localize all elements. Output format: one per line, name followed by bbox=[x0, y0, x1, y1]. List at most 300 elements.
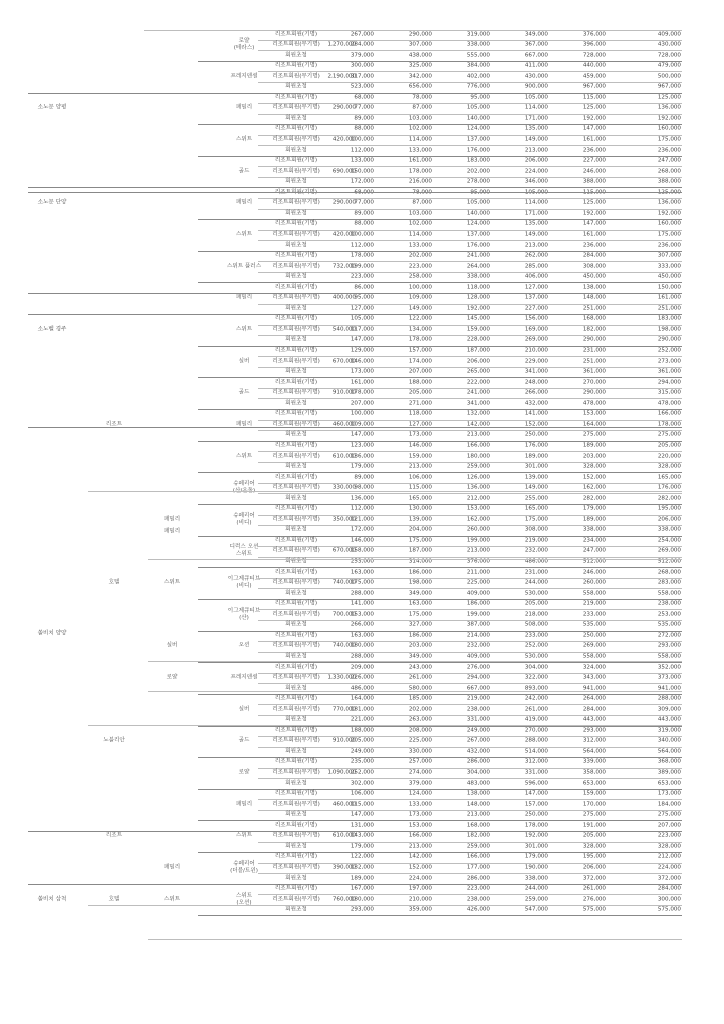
price-cell: 247,000 bbox=[657, 157, 681, 164]
price-cell: 166,000 bbox=[657, 410, 681, 417]
price-cell: 290,000 bbox=[657, 336, 681, 343]
price-cell: 112,000 bbox=[350, 505, 374, 512]
price-cell: 596,000 bbox=[524, 780, 548, 787]
price-cell: 158,000 bbox=[350, 547, 374, 554]
member-type: 회원초청 bbox=[285, 526, 307, 533]
member-type: 리조트회원(기명) bbox=[274, 220, 318, 227]
member-type: 리조트회원(무기명) bbox=[272, 421, 320, 428]
price-cell: 312,000 bbox=[524, 758, 548, 765]
price-cell: 132,000 bbox=[466, 410, 490, 417]
price-cell: 180,000 bbox=[350, 896, 374, 903]
base-price: 400,000 bbox=[332, 294, 356, 301]
price-cell: 234,000 bbox=[582, 537, 606, 544]
price-cell: 249,000 bbox=[466, 727, 490, 734]
member-type: 리조트회원(기명) bbox=[274, 695, 318, 702]
price-cell: 251,000 bbox=[657, 305, 681, 312]
price-cell: 223,000 bbox=[466, 885, 490, 892]
price-cell: 147,000 bbox=[350, 811, 374, 818]
price-cell: 941,000 bbox=[657, 685, 681, 692]
price-cell: 409,000 bbox=[466, 653, 490, 660]
member-type: 리조트회원(기명) bbox=[274, 853, 318, 860]
member-type: 회원초청 bbox=[285, 685, 307, 692]
price-cell: 199,000 bbox=[466, 611, 490, 618]
price-cell: 216,000 bbox=[408, 178, 432, 185]
price-cell: 175,000 bbox=[657, 231, 681, 238]
member-type: 리조트회원(기명) bbox=[274, 790, 318, 797]
price-cell: 246,000 bbox=[582, 168, 606, 175]
price-cell: 243,000 bbox=[408, 664, 432, 670]
member-type: 리조트회원(무기명) bbox=[272, 231, 320, 238]
price-cell: 967,000 bbox=[657, 83, 681, 90]
price-cell: 169,000 bbox=[524, 326, 548, 333]
price-cell: 139,000 bbox=[524, 474, 548, 481]
price-cell: 185,000 bbox=[408, 695, 432, 702]
price-cell: 653,000 bbox=[657, 780, 681, 787]
price-cell: 152,000 bbox=[524, 421, 548, 428]
price-cell: 302,000 bbox=[350, 780, 374, 787]
price-cell: 78,000 bbox=[412, 94, 432, 101]
price-cell: 555,000 bbox=[466, 52, 490, 59]
price-cell: 178,000 bbox=[350, 252, 374, 259]
price-cell: 68,000 bbox=[354, 189, 374, 196]
member-type: 회원초청 bbox=[285, 653, 307, 660]
price-cell: 406,000 bbox=[524, 273, 548, 280]
group-rule bbox=[198, 662, 682, 663]
member-type: 리조트회원(무기명) bbox=[272, 389, 320, 396]
price-cell: 114,000 bbox=[524, 104, 548, 111]
member-type: 회원초청 bbox=[285, 558, 307, 565]
price-cell: 148,000 bbox=[582, 294, 606, 301]
price-cell: 77,000 bbox=[354, 104, 374, 111]
price-cell: 450,000 bbox=[657, 273, 681, 280]
price-cell: 308,000 bbox=[582, 263, 606, 270]
group-rule bbox=[198, 852, 682, 853]
price-cell: 222,000 bbox=[466, 379, 490, 386]
price-cell: 213,000 bbox=[466, 431, 490, 438]
price-cell: 176,000 bbox=[466, 147, 490, 154]
price-cell: 315,000 bbox=[657, 389, 681, 396]
price-cell: 564,000 bbox=[582, 748, 606, 755]
price-cell: 259,000 bbox=[524, 896, 548, 903]
price-cell: 183,000 bbox=[657, 315, 681, 322]
price-cell: 223,000 bbox=[350, 273, 374, 280]
price-cell: 138,000 bbox=[582, 284, 606, 291]
group-rule bbox=[198, 472, 682, 473]
price-cell: 112,000 bbox=[350, 242, 374, 248]
base-price: 330,000 bbox=[332, 484, 356, 491]
member-type: 회원초청 bbox=[285, 273, 307, 280]
room-class-name: 스위트 bbox=[163, 579, 181, 586]
price-cell: 259,000 bbox=[466, 463, 490, 470]
price-cell: 227,000 bbox=[524, 305, 548, 312]
price-cell: 251,000 bbox=[582, 358, 606, 365]
price-cell: 328,000 bbox=[657, 843, 681, 850]
price-cell: 558,000 bbox=[657, 590, 681, 597]
price-cell: 205,000 bbox=[408, 389, 432, 396]
price-cell: 206,000 bbox=[582, 864, 606, 871]
price-cell: 156,000 bbox=[524, 315, 548, 322]
price-cell: 179,000 bbox=[582, 505, 606, 512]
price-cell: 341,000 bbox=[524, 368, 548, 375]
group-rule bbox=[198, 377, 682, 378]
price-cell: 547,000 bbox=[524, 906, 548, 913]
price-cell: 219,000 bbox=[466, 695, 490, 702]
base-price: 1,270,000 bbox=[327, 41, 356, 48]
price-cell: 339,000 bbox=[582, 758, 606, 765]
price-cell: 358,000 bbox=[582, 769, 606, 776]
price-cell: 106,000 bbox=[350, 790, 374, 797]
price-cell: 213,000 bbox=[408, 463, 432, 470]
price-cell: 293,000 bbox=[582, 727, 606, 734]
price-cell: 558,000 bbox=[582, 590, 606, 597]
price-cell: 328,000 bbox=[582, 463, 606, 470]
member-type: 회원초청 bbox=[285, 748, 307, 755]
base-price: 910,000 bbox=[332, 737, 356, 744]
room-type-name: 슈페리어 (비디) bbox=[233, 512, 255, 526]
price-cell: 361,000 bbox=[657, 368, 681, 375]
price-cell: 114,000 bbox=[524, 199, 548, 206]
price-cell: 667,000 bbox=[524, 52, 548, 59]
price-cell: 147,000 bbox=[582, 125, 606, 132]
member-type: 리조트회원(기명) bbox=[274, 347, 318, 354]
price-cell: 105,000 bbox=[350, 315, 374, 322]
price-cell: 264,000 bbox=[466, 263, 490, 270]
base-price: 770,000 bbox=[332, 706, 356, 713]
price-cell: 252,000 bbox=[350, 769, 374, 776]
price-cell: 426,000 bbox=[466, 906, 490, 913]
price-cell: 135,000 bbox=[524, 220, 548, 227]
price-cell: 307,000 bbox=[657, 252, 681, 259]
price-cell: 202,000 bbox=[408, 706, 432, 713]
price-cell: 189,000 bbox=[524, 453, 548, 459]
member-type: 리조트회원(기명) bbox=[274, 94, 318, 101]
member-type: 회원초청 bbox=[285, 906, 307, 913]
base-price: 690,000 bbox=[332, 168, 356, 175]
price-cell: 284,000 bbox=[582, 252, 606, 259]
price-cell: 508,000 bbox=[524, 621, 548, 628]
price-cell: 138,000 bbox=[466, 790, 490, 797]
price-cell: 176,000 bbox=[466, 242, 490, 248]
price-cell: 137,000 bbox=[466, 231, 490, 238]
base-price: 610,000 bbox=[332, 832, 356, 839]
room-class-name: 로얄 bbox=[166, 674, 178, 681]
price-cell: 115,000 bbox=[582, 94, 606, 101]
member-type: 회원초청 bbox=[285, 83, 307, 90]
price-cell: 304,000 bbox=[524, 664, 548, 670]
member-type: 리조트회원(무기명) bbox=[272, 832, 320, 839]
price-cell: 195,000 bbox=[657, 505, 681, 512]
price-cell: 122,000 bbox=[408, 315, 432, 322]
room-class-name: 패밀리 bbox=[163, 864, 181, 871]
price-cell: 166,000 bbox=[466, 442, 490, 449]
price-cell: 251,000 bbox=[582, 305, 606, 312]
price-cell: 575,000 bbox=[582, 906, 606, 913]
price-cell: 207,000 bbox=[408, 368, 432, 375]
price-cell: 179,000 bbox=[350, 843, 374, 850]
price-cell: 359,000 bbox=[408, 906, 432, 913]
building-rule bbox=[88, 905, 682, 906]
price-cell: 181,000 bbox=[350, 706, 374, 713]
member-type: 리조트회원(기명) bbox=[274, 727, 318, 734]
price-cell: 145,000 bbox=[466, 315, 490, 322]
price-cell: 89,000 bbox=[354, 474, 374, 481]
room-type-name: 실버 bbox=[238, 358, 250, 365]
price-cell: 167,000 bbox=[350, 885, 374, 892]
price-cell: 432,000 bbox=[466, 748, 490, 755]
price-cell: 346,000 bbox=[524, 178, 548, 185]
room-type-name: 로얄 bbox=[238, 769, 250, 776]
price-cell: 159,000 bbox=[466, 326, 490, 333]
price-cell: 139,000 bbox=[408, 516, 432, 523]
price-cell: 140,000 bbox=[466, 210, 490, 217]
price-cell: 124,000 bbox=[408, 790, 432, 797]
price-cell: 165,000 bbox=[408, 495, 432, 502]
group-rule bbox=[198, 346, 682, 347]
price-cell: 253,000 bbox=[657, 611, 681, 618]
member-type: 리조트회원(기명) bbox=[274, 758, 318, 765]
price-cell: 129,000 bbox=[350, 347, 374, 354]
price-cell: 478,000 bbox=[657, 400, 681, 407]
price-cell: 241,000 bbox=[466, 389, 490, 396]
price-cell: 264,000 bbox=[582, 695, 606, 702]
price-cell: 290,000 bbox=[582, 336, 606, 343]
room-type-name: 패밀리 bbox=[235, 104, 253, 111]
price-cell: 178,000 bbox=[524, 822, 548, 829]
price-cell: 143,000 bbox=[350, 832, 374, 839]
price-cell: 168,000 bbox=[466, 822, 490, 829]
price-cell: 900,000 bbox=[524, 83, 548, 90]
price-cell: 109,000 bbox=[408, 294, 432, 301]
price-cell: 192,000 bbox=[657, 115, 681, 122]
price-cell: 109,000 bbox=[350, 421, 374, 428]
price-cell: 967,000 bbox=[582, 83, 606, 90]
room-type-name: 패밀리 bbox=[235, 199, 253, 206]
price-cell: 266,000 bbox=[524, 389, 548, 396]
price-cell: 343,000 bbox=[582, 674, 606, 681]
price-cell: 202,000 bbox=[466, 168, 490, 175]
price-cell: 284,000 bbox=[350, 41, 374, 48]
price-cell: 140,000 bbox=[466, 115, 490, 122]
price-cell: 190,000 bbox=[524, 864, 548, 871]
price-cell: 443,000 bbox=[582, 716, 606, 723]
price-cell: 147,000 bbox=[582, 220, 606, 227]
price-cell: 267,000 bbox=[350, 31, 374, 37]
price-cell: 163,000 bbox=[350, 569, 374, 576]
member-type: 리조트회원(기명) bbox=[274, 315, 318, 322]
member-type: 회원초청 bbox=[285, 115, 307, 122]
price-cell: 288,000 bbox=[524, 737, 548, 744]
room-type-name: 프레지덴셜 bbox=[230, 674, 258, 681]
price-cell: 122,000 bbox=[350, 853, 374, 860]
price-cell: 368,000 bbox=[657, 758, 681, 765]
price-cell: 128,000 bbox=[466, 294, 490, 301]
price-cell: 115,000 bbox=[350, 801, 374, 808]
price-cell: 166,000 bbox=[408, 832, 432, 839]
price-cell: 150,000 bbox=[350, 168, 374, 175]
member-type: 리조트회원(무기명) bbox=[272, 263, 320, 270]
price-cell: 205,000 bbox=[350, 737, 374, 744]
price-cell: 95,000 bbox=[470, 189, 490, 196]
price-cell: 95,000 bbox=[470, 94, 490, 101]
price-cell: 384,000 bbox=[466, 62, 490, 69]
member-type: 리조트회원(무기명) bbox=[272, 516, 320, 523]
price-cell: 170,000 bbox=[582, 801, 606, 808]
price-cell: 189,000 bbox=[350, 875, 374, 881]
price-cell: 290,000 bbox=[408, 31, 432, 37]
base-price: 350,000 bbox=[332, 516, 356, 523]
price-cell: 208,000 bbox=[408, 727, 432, 734]
room-type-name: 이그제큐티브 (산) bbox=[227, 607, 261, 621]
price-cell: 198,000 bbox=[657, 326, 681, 333]
price-cell: 349,000 bbox=[408, 590, 432, 597]
price-cell: 530,000 bbox=[524, 653, 548, 660]
price-cell: 188,000 bbox=[350, 727, 374, 734]
room-type-name: 프레지덴셜 bbox=[230, 73, 258, 80]
price-cell: 225,000 bbox=[408, 737, 432, 744]
section-rule bbox=[28, 831, 682, 832]
price-cell: 330,000 bbox=[408, 748, 432, 755]
price-cell: 132,000 bbox=[350, 864, 374, 871]
price-cell: 206,000 bbox=[466, 358, 490, 365]
price-cell: 314,000 bbox=[408, 558, 432, 565]
price-cell: 198,000 bbox=[408, 579, 432, 586]
price-cell: 233,000 bbox=[524, 632, 548, 639]
price-cell: 112,000 bbox=[350, 147, 374, 154]
price-cell: 328,000 bbox=[657, 463, 681, 470]
price-cell: 250,000 bbox=[524, 811, 548, 818]
price-cell: 284,000 bbox=[657, 885, 681, 892]
base-price: 2,190,000 bbox=[327, 73, 356, 80]
price-cell: 275,000 bbox=[657, 811, 681, 818]
price-cell: 121,000 bbox=[350, 516, 374, 523]
price-cell: 118,000 bbox=[408, 410, 432, 417]
price-cell: 103,000 bbox=[408, 115, 432, 122]
member-type: 리조트회원(무기명) bbox=[272, 611, 320, 618]
building-name: 리조트 bbox=[105, 832, 123, 839]
price-cell: 68,000 bbox=[354, 94, 374, 101]
price-cell: 127,000 bbox=[408, 421, 432, 428]
price-cell: 270,000 bbox=[524, 727, 548, 734]
price-cell: 388,000 bbox=[582, 178, 606, 185]
price-cell: 341,000 bbox=[466, 400, 490, 407]
price-cell: 250,000 bbox=[524, 431, 548, 438]
price-cell: 275,000 bbox=[657, 431, 681, 438]
price-cell: 178,000 bbox=[408, 168, 432, 175]
price-cell: 212,000 bbox=[466, 495, 490, 502]
price-cell: 288,000 bbox=[657, 695, 681, 702]
price-cell: 175,000 bbox=[657, 136, 681, 143]
price-cell: 186,000 bbox=[408, 569, 432, 576]
price-cell: 147,000 bbox=[524, 790, 548, 797]
base-price: 540,000 bbox=[332, 326, 356, 333]
price-cell: 261,000 bbox=[524, 706, 548, 713]
price-cell: 373,000 bbox=[657, 674, 681, 681]
price-cell: 260,000 bbox=[582, 579, 606, 586]
price-cell: 530,000 bbox=[524, 590, 548, 597]
price-cell: 178,000 bbox=[408, 336, 432, 343]
price-cell: 102,000 bbox=[408, 125, 432, 132]
price-cell: 137,000 bbox=[466, 136, 490, 143]
price-cell: 106,000 bbox=[408, 474, 432, 481]
price-cell: 238,000 bbox=[657, 600, 681, 607]
member-type: 회원초청 bbox=[285, 811, 307, 818]
member-type: 리조트회원(무기명) bbox=[272, 737, 320, 744]
price-cell: 142,000 bbox=[408, 853, 432, 860]
price-cell: 284,000 bbox=[582, 706, 606, 713]
group-rule bbox=[198, 789, 682, 790]
price-cell: 149,000 bbox=[408, 305, 432, 312]
price-cell: 260,000 bbox=[466, 526, 490, 533]
price-cell: 159,000 bbox=[582, 790, 606, 797]
resort-name: 쏠비치 삼척 bbox=[37, 896, 67, 903]
price-cell: 319,000 bbox=[466, 31, 490, 37]
member-type: 리조트회원(기명) bbox=[274, 410, 318, 417]
member-type: 리조트회원(무기명) bbox=[272, 801, 320, 808]
member-type: 리조트회원(무기명) bbox=[272, 73, 320, 80]
price-cell: 174,000 bbox=[408, 358, 432, 365]
price-cell: 419,000 bbox=[524, 716, 548, 723]
member-type: 회원초청 bbox=[285, 147, 307, 154]
price-cell: 125,000 bbox=[657, 94, 681, 101]
base-price: 610,000 bbox=[332, 453, 356, 459]
price-cell: 486,000 bbox=[350, 685, 374, 692]
price-cell: 300,000 bbox=[350, 62, 374, 69]
price-cell: 514,000 bbox=[524, 748, 548, 755]
price-cell: 133,000 bbox=[408, 147, 432, 154]
group-rule bbox=[198, 156, 682, 157]
price-cell: 205,000 bbox=[582, 832, 606, 839]
price-cell: 656,000 bbox=[408, 83, 432, 90]
room-type-name: 골드 bbox=[238, 168, 250, 175]
price-cell: 227,000 bbox=[582, 157, 606, 164]
price-cell: 342,000 bbox=[408, 73, 432, 80]
price-cell: 272,000 bbox=[657, 632, 681, 639]
resort-name: 소노벨 경주 bbox=[37, 326, 67, 333]
resort-name: 소노문 양평 bbox=[37, 104, 67, 111]
price-cell: 558,000 bbox=[657, 653, 681, 660]
price-cell: 352,000 bbox=[657, 664, 681, 670]
price-cell: 162,000 bbox=[466, 516, 490, 523]
price-cell: 197,000 bbox=[408, 885, 432, 892]
price-cell: 409,000 bbox=[466, 590, 490, 597]
price-cell: 186,000 bbox=[466, 600, 490, 607]
price-cell: 160,000 bbox=[657, 220, 681, 227]
room-class-name: 패밀리 bbox=[163, 528, 181, 535]
price-cell: 213,000 bbox=[466, 547, 490, 554]
price-cell: 274,000 bbox=[408, 769, 432, 776]
price-cell: 192,000 bbox=[524, 832, 548, 839]
base-price: 390,000 bbox=[332, 864, 356, 871]
price-cell: 450,000 bbox=[582, 273, 606, 280]
price-cell: 233,000 bbox=[582, 611, 606, 618]
member-type: 리조트회원(기명) bbox=[274, 664, 318, 670]
price-cell: 210,000 bbox=[524, 347, 548, 354]
price-cell: 171,000 bbox=[524, 210, 548, 217]
price-cell: 238,000 bbox=[466, 896, 490, 903]
price-cell: 776,000 bbox=[466, 83, 490, 90]
price-cell: 478,000 bbox=[582, 400, 606, 407]
member-type: 리조트회원(무기명) bbox=[272, 769, 320, 776]
price-cell: 175,000 bbox=[350, 579, 374, 586]
price-cell: 667,000 bbox=[466, 685, 490, 692]
member-type: 리조트회원(기명) bbox=[274, 125, 318, 132]
price-cell: 206,000 bbox=[524, 157, 548, 164]
price-cell: 220,000 bbox=[657, 453, 681, 459]
price-cell: 258,000 bbox=[408, 273, 432, 280]
member-type: 회원초청 bbox=[285, 178, 307, 185]
price-cell: 166,000 bbox=[466, 853, 490, 860]
price-cell: 276,000 bbox=[466, 664, 490, 670]
